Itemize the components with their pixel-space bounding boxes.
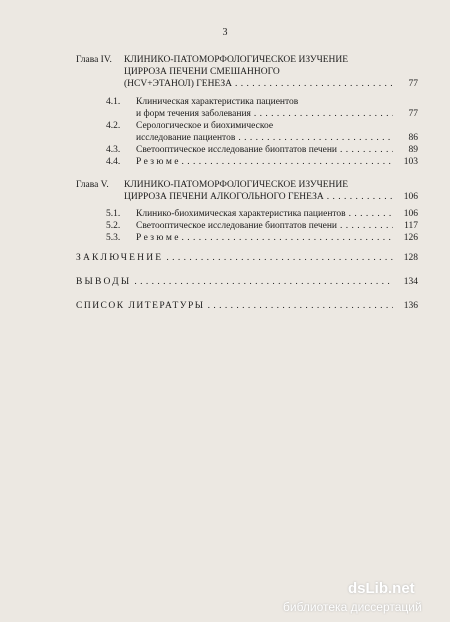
chapter-4-title-line-1: КЛИНИКО-ПАТОМОРФОЛОГИЧЕСКОЕ ИЗУЧЕНИЕ <box>124 55 349 65</box>
section-4-4-title: Р е з ю м е <box>136 157 179 167</box>
chapter-5-title-line-1: КЛИНИКО-ПАТОМОРФОЛОГИЧЕСКОЕ ИЗУЧЕНИЕ <box>124 180 349 190</box>
chapter-4-title-line-3: (HCV+ЭТАНОЛ) ГЕНЕЗА <box>124 79 232 89</box>
conclusion-title: ЗАКЛЮЧЕНИЕ <box>76 253 164 263</box>
toc-entry-findings[interactable] <box>76 277 418 288</box>
toc-entry-4-3[interactable] <box>136 145 418 156</box>
section-4-1-title-line-2: и форм течения заболевания <box>136 109 251 119</box>
dot-leader <box>235 79 393 90</box>
page-ref: 103 <box>403 157 418 167</box>
dot-leader <box>340 221 393 232</box>
toc-entry-5-2[interactable] <box>136 221 418 232</box>
section-5-2-title: Светооптическое исследование биоптатов печени <box>136 221 337 231</box>
section-5-1-title: Клинико-биохимическая характеристика пациентов <box>136 209 346 219</box>
page-ref: 89 <box>408 145 418 155</box>
toc-entry-5-3[interactable] <box>136 233 418 244</box>
watermark-subtitle: библиотека диссертаций <box>283 600 422 614</box>
section-4-1-title-line-1: Клиническая характеристика пациентов <box>136 97 299 107</box>
page-ref: 136 <box>403 301 418 311</box>
page-ref: 77 <box>408 109 418 119</box>
toc-entry-4-4[interactable] <box>136 157 418 168</box>
page-ref: 134 <box>403 277 418 287</box>
section-4-2-title-line-1: Серологическое и биохимическое <box>136 121 274 131</box>
toc-entry-conclusion[interactable] <box>76 253 418 264</box>
toc-entry-4-1[interactable] <box>136 109 418 120</box>
page-ref: 77 <box>408 79 418 89</box>
section-5-1-number: 5.1. <box>106 209 121 219</box>
page-ref: 117 <box>404 221 418 231</box>
dot-leader <box>181 157 393 168</box>
dot-leader <box>340 145 393 156</box>
dot-leader <box>208 301 393 312</box>
toc-entry-chapter-5[interactable] <box>124 192 418 203</box>
section-4-3-title: Светооптическое исследование биоптатов печени <box>136 145 337 155</box>
toc-entry-5-1[interactable] <box>136 209 418 220</box>
dot-leader <box>181 233 393 244</box>
section-4-2-title-line-2: исследование пациентов <box>136 133 236 143</box>
chapter-4-title-line-2: ЦИРРОЗА ПЕЧЕНИ СМЕШАННОГО <box>124 67 280 77</box>
page-ref: 106 <box>403 192 418 202</box>
watermark-logo: dsLib.net <box>348 580 415 597</box>
section-5-3-number: 5.3. <box>106 233 121 243</box>
chapter-5-label: Глава V. <box>76 180 109 190</box>
page-ref: 126 <box>403 233 418 243</box>
page-ref: 106 <box>403 209 418 219</box>
section-4-3-number: 4.3. <box>106 145 121 155</box>
toc-entry-references[interactable] <box>76 301 418 312</box>
dot-leader <box>238 133 393 144</box>
page-ref: 128 <box>403 253 418 263</box>
findings-title: ВЫВОДЫ <box>76 277 132 287</box>
dot-leader <box>166 253 393 264</box>
section-4-4-number: 4.4. <box>106 157 121 167</box>
page-number: 3 <box>222 27 228 38</box>
section-5-3-title: Р е з ю м е <box>136 233 179 243</box>
section-4-1-number: 4.1. <box>106 97 121 107</box>
toc-entry-4-2[interactable] <box>136 133 418 144</box>
dot-leader <box>349 209 393 220</box>
dot-leader <box>134 277 393 288</box>
dot-leader <box>254 109 393 120</box>
section-4-2-number: 4.2. <box>106 121 121 131</box>
dot-leader <box>327 192 393 203</box>
references-title: СПИСОК ЛИТЕРАТУРЫ <box>76 301 205 311</box>
chapter-5-title-line-2: ЦИРРОЗА ПЕЧЕНИ АЛКОГОЛЬНОГО ГЕНЕЗА <box>124 192 324 202</box>
section-5-2-number: 5.2. <box>106 221 121 231</box>
chapter-4-label: Глава IV. <box>76 55 112 65</box>
toc-entry-chapter-4[interactable] <box>124 79 418 90</box>
page-ref: 86 <box>408 133 418 143</box>
